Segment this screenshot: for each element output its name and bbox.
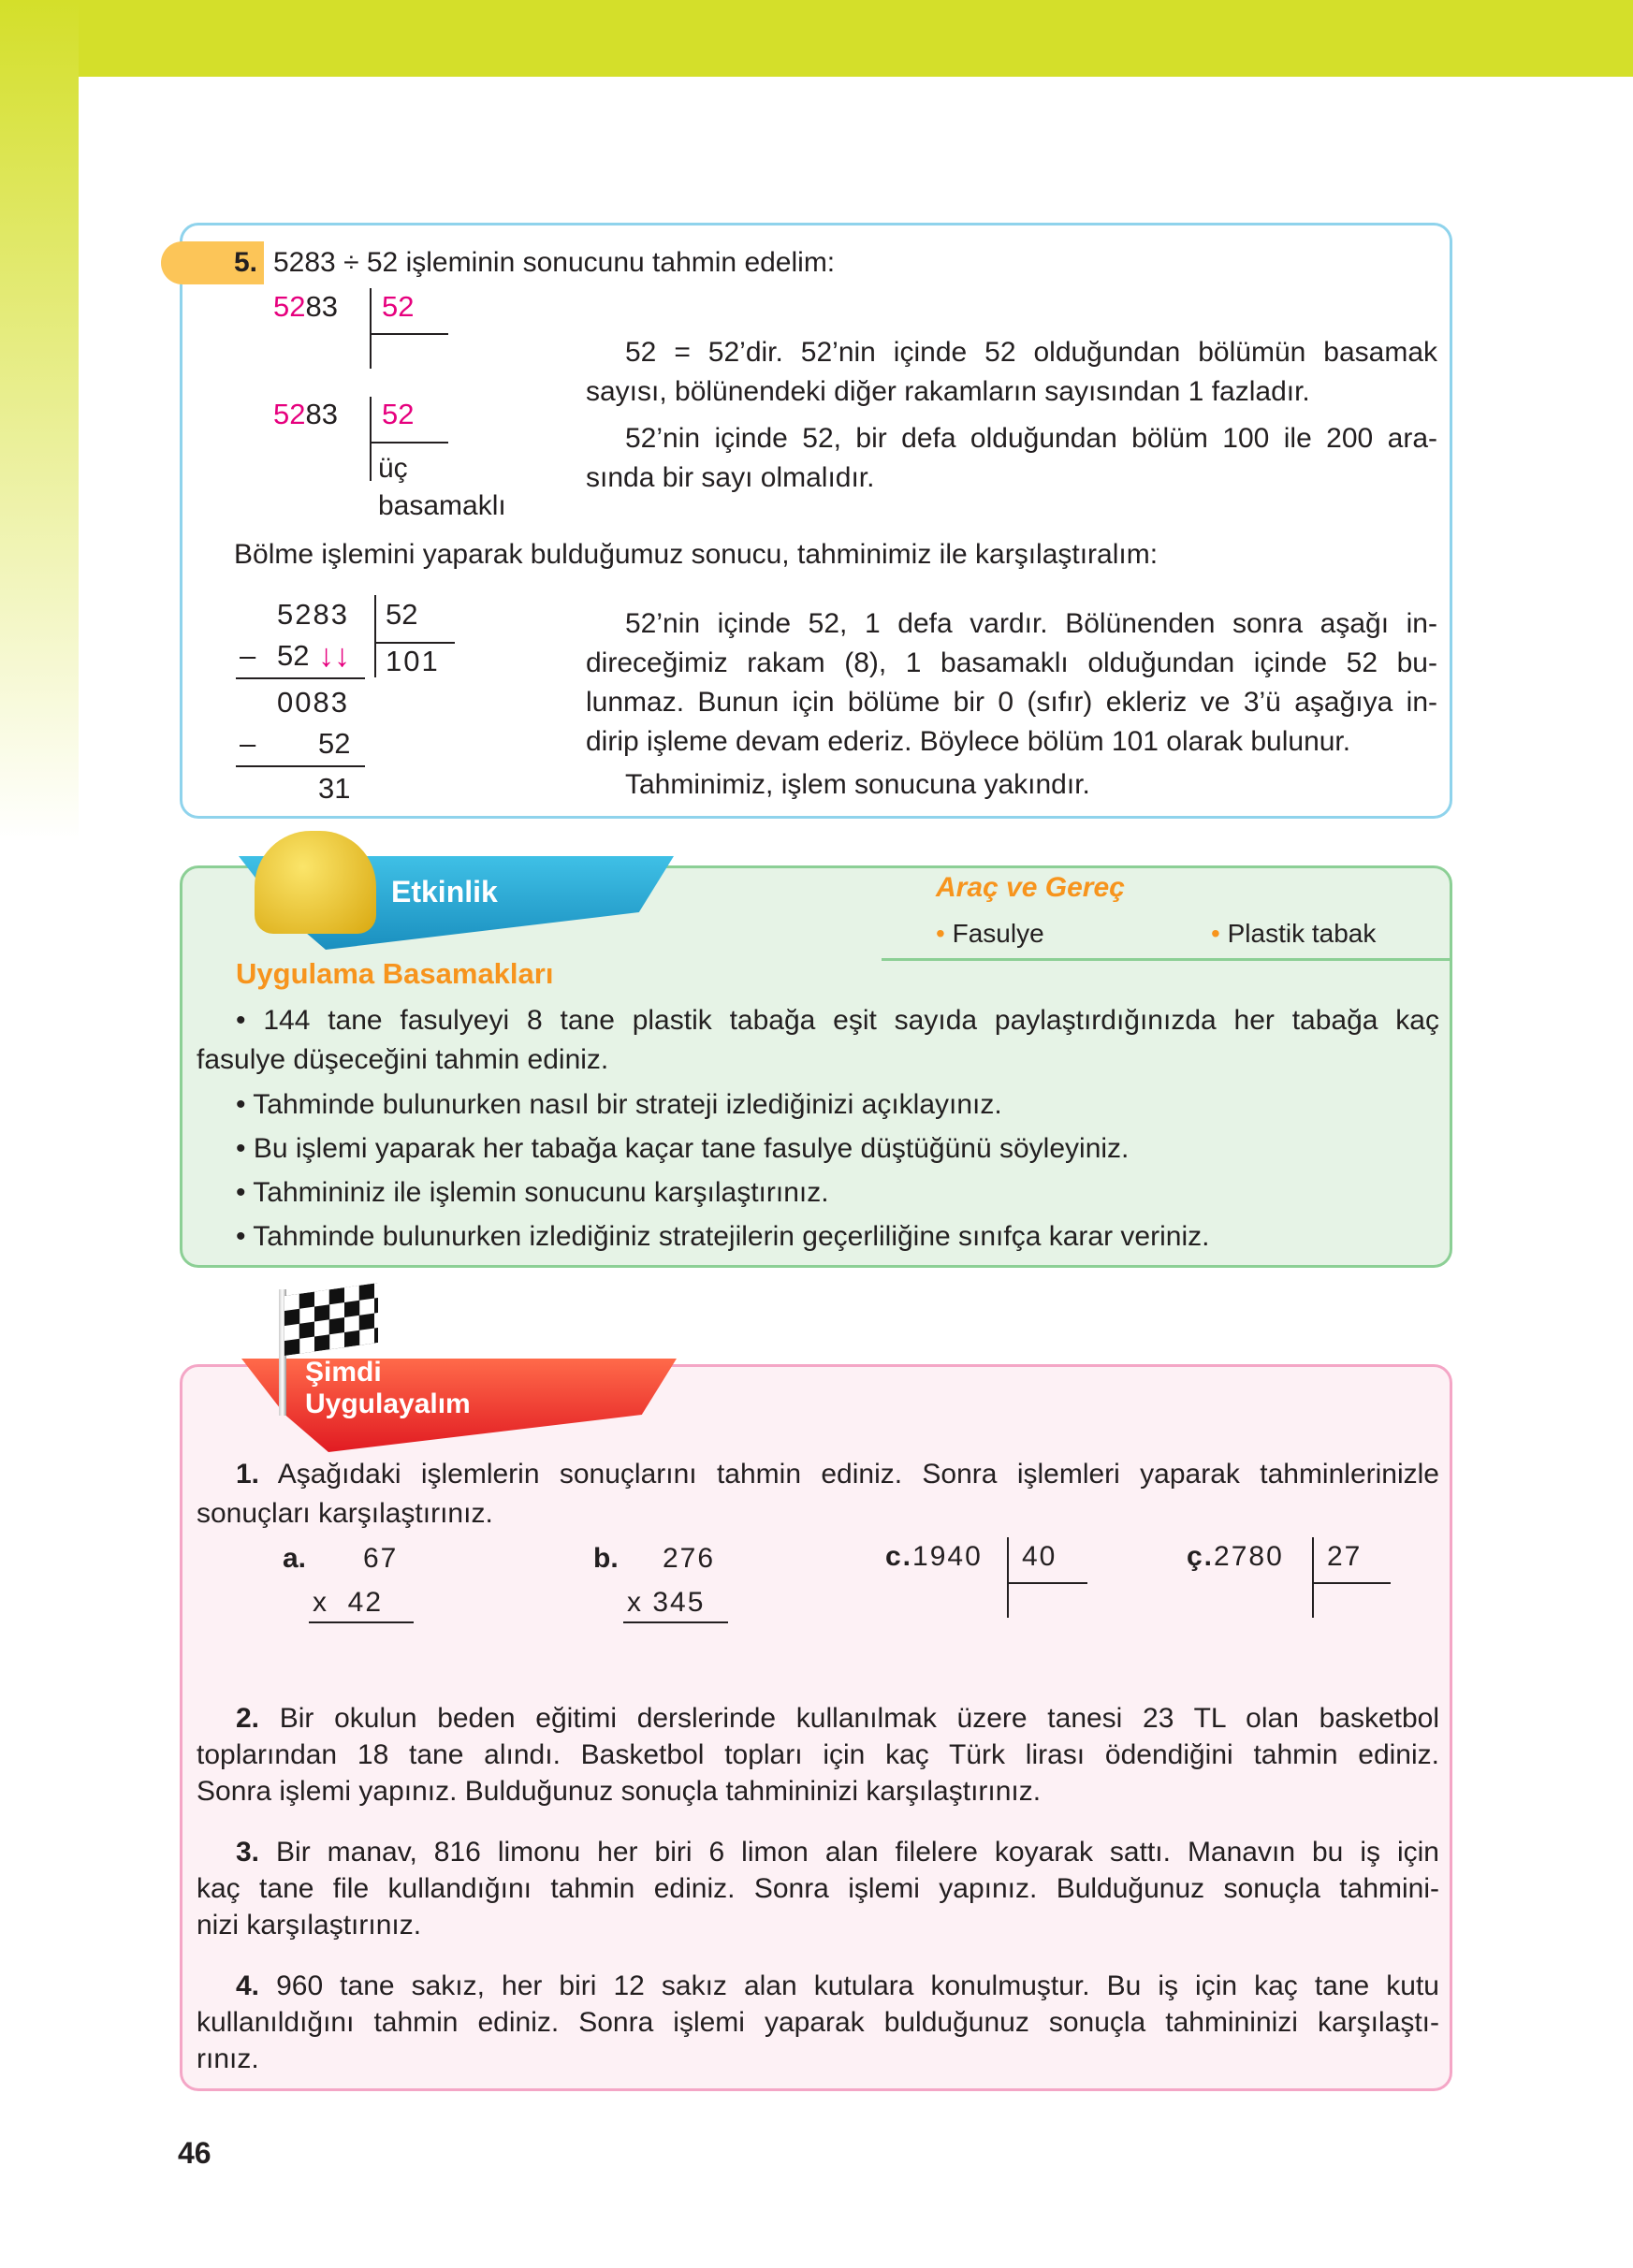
- question-4: rınız.: [197, 2043, 259, 2074]
- question-2: toplarından 18 tane alındı. Basketbol topları için kaç Türk lirası ödendiğini tahmin ediniz.: [197, 1739, 1439, 1770]
- paragraph: lunmaz. Bunun için bölüme bir 0 (sıfır) ekleriz ve 3’ü aşağıya in-: [586, 687, 1437, 718]
- paragraph: 52’nin içinde 52, 1 defa vardır. Bölünenden sonra aşağı in-: [625, 608, 1437, 639]
- step-item: • 144 tane fasulyeyi 8 tane plastik tabağa eşit sayıda paylaştırdığınızda her tabağa kaç: [236, 1005, 1439, 1036]
- step-item: fasulye düşeceğini tahmin ediniz.: [197, 1044, 609, 1075]
- tools-title: Araç ve Gereç: [936, 872, 1125, 903]
- practice-title: Uygulayalım: [305, 1388, 471, 1419]
- left-band: [0, 0, 79, 842]
- division-1-divisor: 52: [382, 290, 415, 323]
- paragraph: dirip işleme devam ederiz. Böylece bölüm 101 olarak bulunur.: [586, 726, 1351, 757]
- example-title: 5283 ÷ 52 işleminin sonucunu tahmin edelim:: [273, 247, 836, 278]
- item-b: x 345: [627, 1587, 706, 1618]
- step-item: • Tahminde bulunurken izlediğiniz stratejilerin geçerliliğine sınıfça karar veriniz.: [236, 1221, 1210, 1252]
- item-c: c.1940: [885, 1541, 983, 1572]
- paragraph: sında bir sayı olmalıdır.: [586, 462, 875, 493]
- question-3: kaç tane file kullandığını tahmin ediniz. Sonra işlemi yapınız. Bulduğunuz sonuçla tahmini-: [197, 1873, 1439, 1904]
- steps-title: Uygulama Basamakları: [236, 957, 554, 990]
- paragraph: direceğimiz rakam (8), 1 basamaklı olduğundan içinde 52 bu-: [586, 647, 1437, 678]
- step-item: • Bu işlemi yaparak her tabağa kaçar tane fasulye düştüğünü söyleyiniz.: [236, 1133, 1130, 1164]
- arrow-down-icon: ↓↓: [318, 638, 350, 674]
- hard-hat-icon: [255, 831, 376, 934]
- practice-title: Şimdi: [305, 1357, 382, 1388]
- digit-note: basamaklı: [378, 490, 506, 521]
- item-a: x 42: [313, 1587, 384, 1618]
- page-number: 46: [178, 2136, 211, 2170]
- item-c: 40: [1022, 1541, 1057, 1572]
- question-2: 2. Bir okulun beden eğitimi derslerinde kullanılmak üzere tanesi 23 TL olan basketbol: [236, 1703, 1439, 1734]
- question-4: kullanıldığını tahmin ediniz. Sonra işlemi yaparak bulduğunuz sonuçla tahmininizi karşılaştı-: [197, 2007, 1439, 2038]
- step-item: • Tahminde bulunurken nasıl bir strateji izlediğinizi açıklayınız.: [236, 1089, 1002, 1120]
- question-2: Sonra işlemi yapınız. Bulduğunuz sonuçla tahmininizi karşılaştırınız.: [197, 1776, 1042, 1807]
- activity-title: Etkinlik: [391, 875, 498, 909]
- paragraph: Tahminimiz, işlem sonucuna yakındır.: [625, 769, 1090, 800]
- question-1: sonuçları karşılaştırınız.: [197, 1498, 493, 1529]
- question-1: 1. Aşağıdaki işlemlerin sonuçlarını tahmin ediniz. Sonra işlemleri yaparak tahminlerinizle: [236, 1459, 1439, 1490]
- item-b: 276: [663, 1543, 716, 1574]
- tool-item: • Plastik tabak: [1211, 919, 1377, 948]
- item-b-label: b.: [593, 1543, 619, 1574]
- division-1-dividend: 5283: [273, 290, 338, 323]
- question-3: 3. Bir manav, 816 limonu her biri 6 limon alan filelere koyarak sattı. Manavın bu iş için: [236, 1837, 1439, 1868]
- paragraph: sayısı, bölünendeki diğer rakamların sayısından 1 fazladır.: [586, 376, 1310, 407]
- item-cc: ç.2780: [1187, 1541, 1284, 1572]
- digit-note: üç: [378, 453, 408, 484]
- item-a: 67: [363, 1543, 399, 1574]
- paragraph: 52’nin içinde 52, bir defa olduğundan bölüm 100 ile 200 ara-: [625, 423, 1437, 454]
- tool-item: • Fasulye: [936, 919, 1044, 948]
- paragraph: 52 = 52’dir. 52’nin içinde 52 olduğundan bölümün basamak: [625, 337, 1437, 368]
- compare-text: Bölme işlemini yaparak bulduğumuz sonucu, tahminimiz ile karşılaştıralım:: [234, 539, 1159, 570]
- division-2-divisor: 52: [382, 398, 415, 430]
- item-a-label: a.: [283, 1543, 307, 1574]
- step-item: • Tahmininiz ile işlemin sonucunu karşılaştırınız.: [236, 1177, 829, 1208]
- division-2-dividend: 5283: [273, 398, 338, 430]
- question-3: nizi karşılaştırınız.: [197, 1910, 422, 1941]
- example-number: 5.: [234, 247, 258, 278]
- question-4: 4. 960 tane sakız, her biri 12 sakız alan kutulara konulmuştur. Bu iş için kaç tane kutu: [236, 1970, 1439, 2001]
- item-cc: 27: [1327, 1541, 1363, 1572]
